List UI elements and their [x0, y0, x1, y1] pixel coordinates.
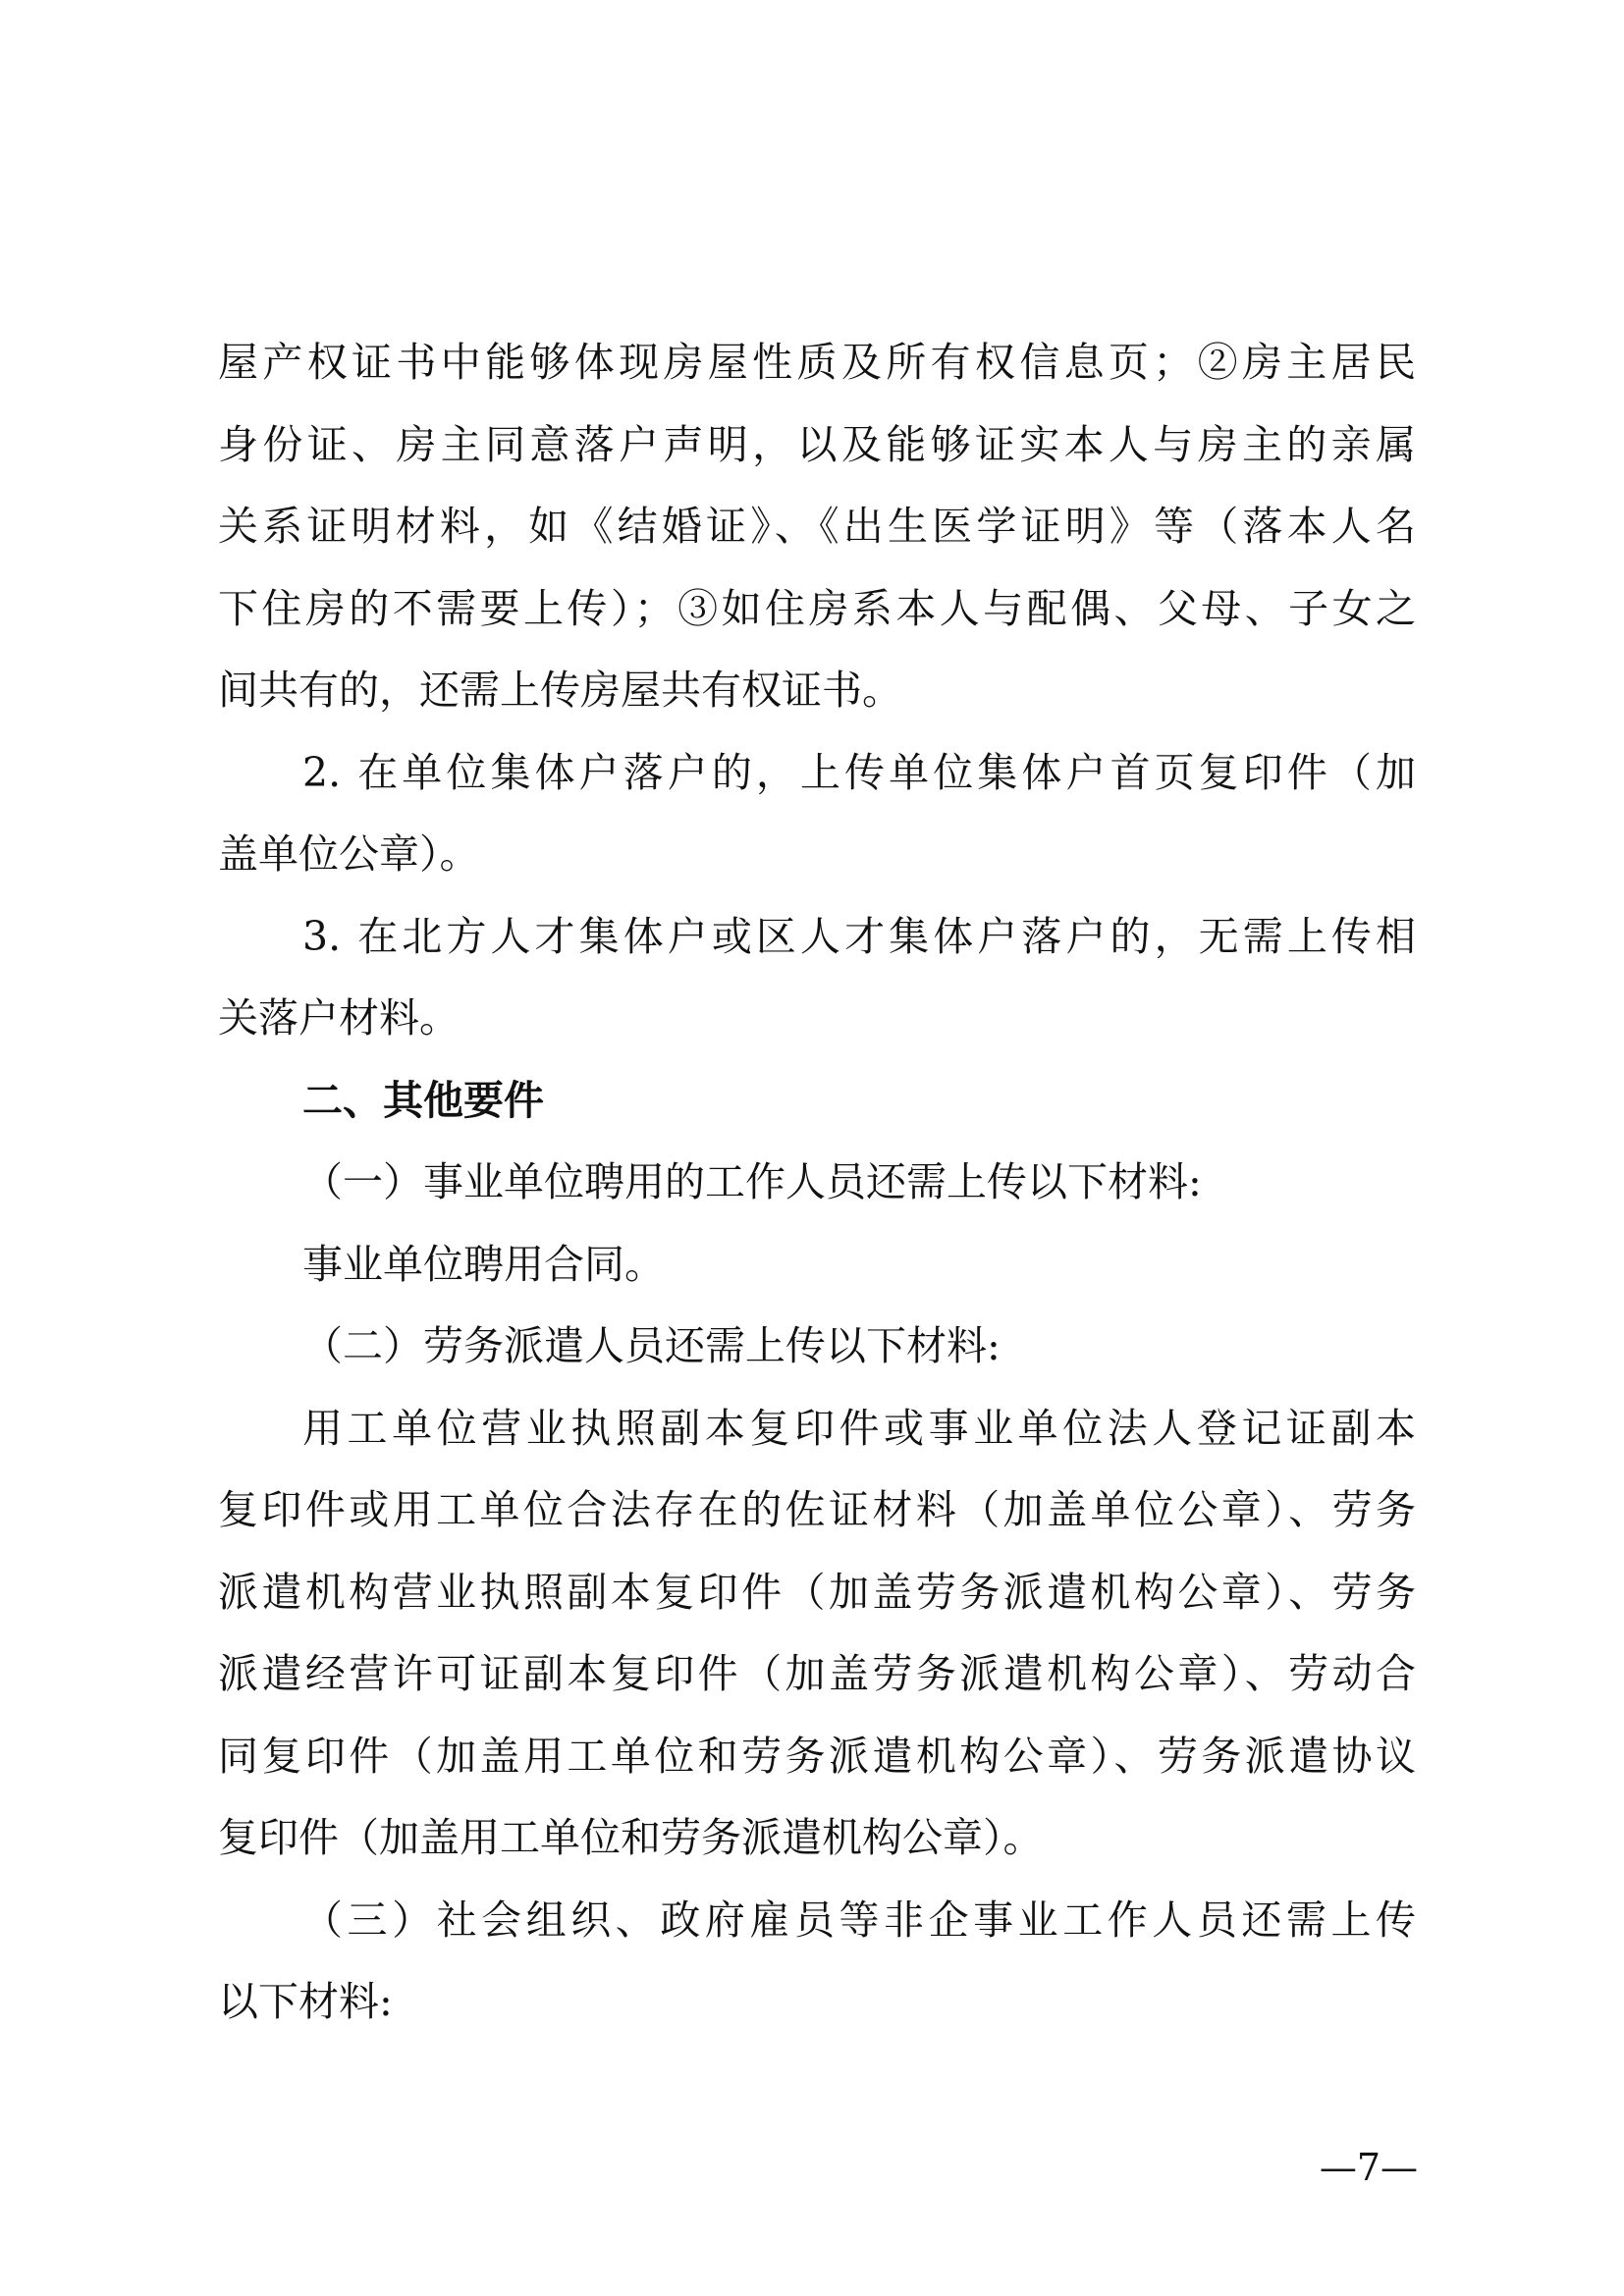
- paragraph-line: 盖单位公章）。: [218, 830, 480, 878]
- subsection-heading: （二）劳务派遣人员还需上传以下材料:: [302, 1322, 1001, 1369]
- paragraph-line: 下住房的不需要上传）；③如住房系本人与配偶、父母、子女之: [218, 584, 1416, 632]
- paragraph-line: 事业单位聘用合同。: [302, 1240, 665, 1288]
- paragraph-line: 屋产权证书中能够体现房屋性质及所有权信息页；②房主居民: [218, 339, 1416, 386]
- paragraph-line: 用工单位营业执照副本复印件或事业单位法人登记证副本: [302, 1404, 1416, 1452]
- paragraph-line: 身份证、房主同意落户声明，以及能够证实本人与房主的亲属: [218, 420, 1416, 468]
- page-number: —7—: [1319, 2146, 1418, 2189]
- paragraph-line: 2. 在单位集体户落户的，上传单位集体户首页复印件（加: [302, 748, 1416, 796]
- paragraph-line: 派遣机构营业执照副本复印件（加盖劳务派遣机构公章）、劳务: [218, 1568, 1416, 1616]
- paragraph-line: 关落户材料。: [218, 994, 460, 1041]
- paragraph-line: 同复印件（加盖用工单位和劳务派遣机构公章）、劳务派遣协议: [218, 1732, 1416, 1780]
- paragraph-line: 关系证明材料，如《结婚证》、《出生医学证明》等（落本人名: [218, 503, 1416, 550]
- paragraph-line: 复印件或用工单位合法存在的佐证材料（加盖单位公章）、劳务: [218, 1486, 1416, 1533]
- subsection-heading: （一）事业单位聘用的工作人员还需上传以下材料:: [302, 1158, 1202, 1205]
- paragraph-line: 复印件（加盖用工单位和劳务派遣机构公章）。: [218, 1814, 1044, 1861]
- section-heading: 二、其他要件: [302, 1076, 544, 1124]
- paragraph-line: 以下材料:: [218, 1978, 393, 2025]
- document-body: [218, 322, 1416, 2044]
- paragraph-line: 3. 在北方人才集体户或区人才集体户落户的，无需上传相: [302, 912, 1416, 960]
- paragraph-line: 派遣经营许可证副本复印件（加盖劳务派遣机构公章）、劳动合: [218, 1650, 1416, 1697]
- paragraph-line: 间共有的，还需上传房屋共有权证书。: [218, 667, 902, 714]
- subsection-heading: （三）社会组织、政府雇员等非企事业工作人员还需上传: [302, 1896, 1416, 1944]
